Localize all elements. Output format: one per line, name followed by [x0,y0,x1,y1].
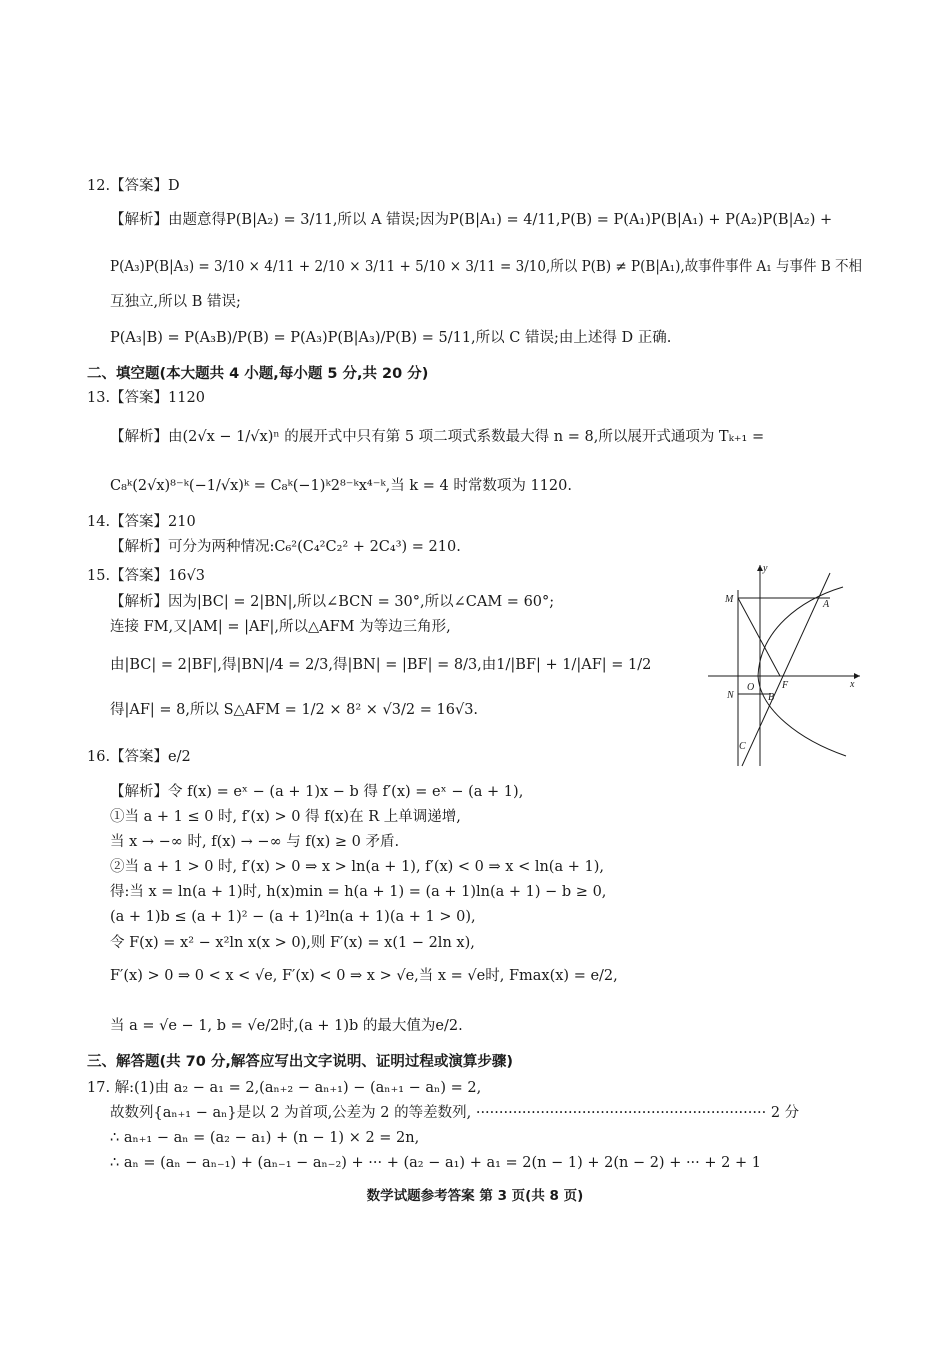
label-m: M [725,594,734,605]
page-footer: 数学试题参考答案 第 3 页(共 8 页) [366,1188,584,1204]
parabola-figure [700,560,865,770]
label-b: B [768,692,775,703]
q15-analysis-line1: 【解析】因为|BC| = 2|BN|,所以∠BCN = 30°,所以∠CAM = 60°; [110,594,555,610]
q12-analysis-line1: 【解析】由题意得P(B|A₂) = 3/11,所以 A 错误;因为P(B|A₁) = 4/11,P(B) = P(A₁)P(B|A₁) + P(A₂)P(B|A₂) + [110,212,833,228]
q16-analysis-line7: 令 F(x) = x² − x²ln x(x > 0),则 F′(x) = x(1 − 2ln x), [110,935,475,951]
label-f: F [782,680,789,691]
section-solution-heading: 三、解答题(共 70 分,解答应写出文字说明、证明过程或演算步骤) [87,1054,514,1070]
q17-solution-line1: 17. 解:(1)由 a₂ − a₁ = 2,(aₙ₊₂ − aₙ₊₁) − (aₙ₊₁ − aₙ) = 2, [87,1080,482,1096]
line-ac [742,573,830,766]
q12-analysis-line3: 互独立,所以 B 错误; [110,294,241,310]
q12-analysis-line4: P(A₃|B) = P(A₃B)/P(B) = P(A₃)P(B|A₃)/P(B) = 5/11,所以 C 错误;由上述得 D 正确. [110,330,672,346]
q15-analysis-line3: 由|BC| = 2|BF|,得|BN|/4 = 2/3,得|BN| = |BF| = 8/3,由1/|BF| + 1/|AF| = 1/2 [110,657,652,673]
q13-analysis-line2: C₈ᵏ(2√x)⁸⁻ᵏ(−1/√x)ᵏ = C₈ᵏ(−1)ᵏ2⁸⁻ᵏx⁴⁻ᵏ,当 k = 4 时常数项为 1120. [110,478,572,494]
q17-solution-line3: ∴ aₙ₊₁ − aₙ = (a₂ − a₁) + (n − 1) × 2 = 2n, [110,1130,420,1146]
q17-solution-line2: 故数列{aₙ₊₁ − aₙ}是以 2 为首项,公差为 2 的等差数列, ······························································· 2 分 [110,1105,800,1121]
label-c: C [739,741,746,752]
q16-analysis-line8: F′(x) > 0 ⇒ 0 < x < √e, F′(x) < 0 ⇒ x > √e,当 x = √e时, Fmax(x) = e/2, [110,968,618,984]
q16-answer: 16.【答案】e/2 [87,749,191,765]
q17-solution-line4: ∴ aₙ = (aₙ − aₙ₋₁) + (aₙ₋₁ − aₙ₋₂) + ··· + (a₂ − a₁) + a₁ = 2(n − 1) + 2(n − 2) + ··· + 2 + 1 [110,1155,761,1171]
q16-analysis-line4: ②当 a + 1 > 0 时, f′(x) > 0 ⇒ x > ln(a + 1), f′(x) < 0 ⇒ x < ln(a + 1), [110,859,604,875]
q12-answer: 12.【答案】D [87,178,180,194]
q14-answer: 14.【答案】210 [87,514,196,530]
q15-analysis-line2: 连接 FM,又|AM| = |AF|,所以△AFM 为等边三角形, [110,619,451,635]
x-axis-arrow [854,673,860,679]
q14-analysis: 【解析】可分为两种情况:C₆²(C₄²C₂² + 2C₄³) = 210. [110,539,461,555]
label-x: x [850,679,855,690]
q16-analysis-line3: 当 x → −∞ 时, f(x) → −∞ 与 f(x) ≥ 0 矛盾. [110,834,400,850]
label-o: O [747,682,755,693]
section-fill-in-heading: 二、填空题(本大题共 4 小题,每小题 5 分,共 20 分) [87,366,429,382]
q13-answer: 13.【答案】1120 [87,390,205,406]
q13-analysis-line1: 【解析】由(2√x − 1/√x)ⁿ 的展开式中只有第 5 项二项式系数最大得 n = 8,所以展开式通项为 Tₖ₊₁ = [110,429,765,445]
label-n: N [727,690,734,701]
label-a: A [823,599,830,610]
q16-analysis-line5: 得:当 x = ln(a + 1)时, h(x)min = h(a + 1) = (a + 1)ln(a + 1) − b ≥ 0, [110,884,607,900]
parabola-curve [758,587,846,756]
q16-analysis-line9: 当 a = √e − 1, b = √e/2时,(a + 1)b 的最大值为e/2. [110,1018,463,1034]
q15-analysis-line4: 得|AF| = 8,所以 S△AFM = 1/2 × 8² × √3/2 = 16√3. [110,702,479,718]
q16-analysis-line2: ①当 a + 1 ≤ 0 时, f′(x) > 0 得 f(x)在 R 上单调递增, [110,809,461,825]
q12-analysis-line2: P(A₃)P(B|A₃) = 3/10 × 4/11 + 2/10 × 3/11 + 5/10 × 3/11 = 3/10,所以 P(B) ≠ P(B|A₁),故事件事件 A₁ 与事件 B 不相 [110,259,863,275]
q15-answer: 15.【答案】16√3 [87,568,205,584]
q16-analysis-line1: 【解析】令 f(x) = eˣ − (a + 1)x − b 得 f′(x) = eˣ − (a + 1), [110,784,524,800]
label-y: y [763,563,768,574]
q16-analysis-line6: (a + 1)b ≤ (a + 1)² − (a + 1)²ln(a + 1)(a + 1 > 0), [110,909,476,925]
